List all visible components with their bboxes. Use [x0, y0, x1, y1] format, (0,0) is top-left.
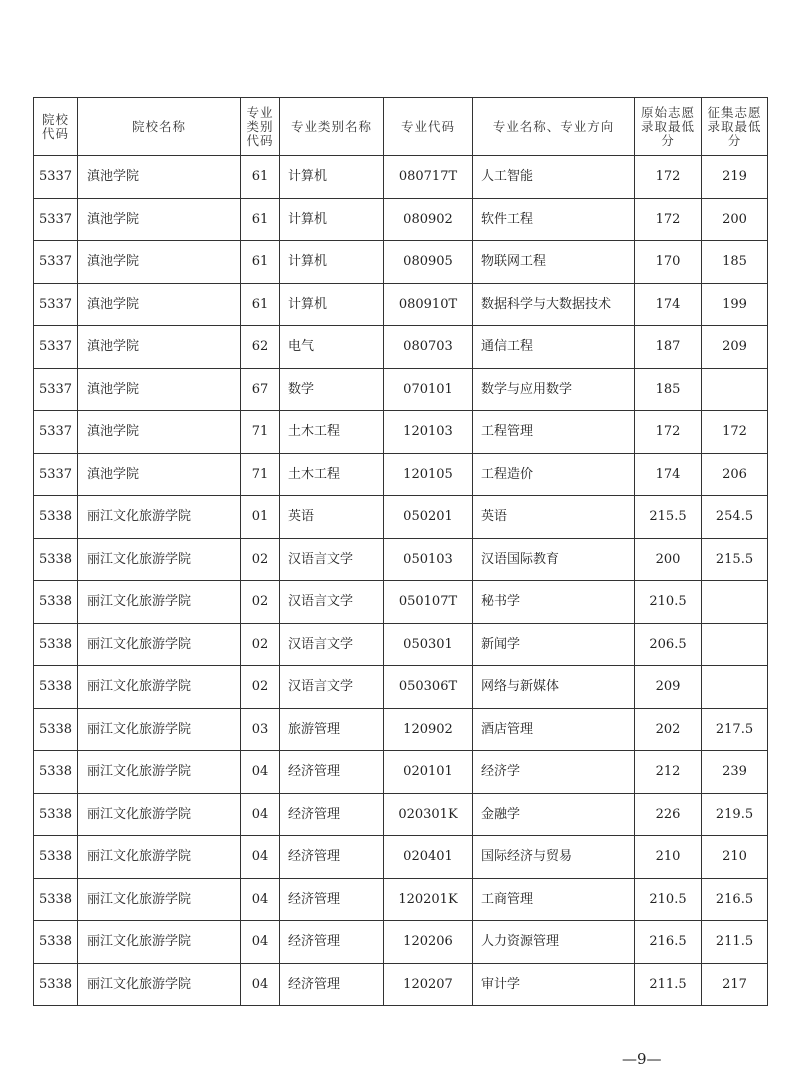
cell-category-code: 01 [241, 496, 280, 539]
cell-school-name: 丽江文化旅游学院 [78, 538, 241, 581]
cell-category-code: 02 [241, 581, 280, 624]
table-row [34, 496, 768, 539]
cell-category-code: 04 [241, 963, 280, 1006]
cell-category-name: 电气 [280, 326, 384, 369]
cell-major-name: 物联网工程 [473, 241, 635, 284]
cell-major-name: 通信工程 [473, 326, 635, 369]
cell-category-name: 计算机 [280, 156, 384, 199]
cell-major-name: 工商管理 [473, 878, 635, 921]
cell-category-name: 旅游管理 [280, 708, 384, 751]
cell-category-code: 61 [241, 283, 280, 326]
cell-category-name: 计算机 [280, 241, 384, 284]
admission-score-table [33, 97, 768, 1006]
cell-major-code: 050107T [384, 581, 473, 624]
cell-major-code: 120206 [384, 921, 473, 964]
cell-major-code: 080905 [384, 241, 473, 284]
cell-school-code: 5338 [34, 963, 78, 1006]
cell-school-code: 5338 [34, 538, 78, 581]
cell-major-code: 120902 [384, 708, 473, 751]
table-row [34, 283, 768, 326]
cell-school-code: 5338 [34, 708, 78, 751]
cell-school-name: 滇池学院 [78, 198, 241, 241]
cell-school-name: 丽江文化旅游学院 [78, 793, 241, 836]
cell-major-name: 工程管理 [473, 411, 635, 454]
cell-major-code: 080910T [384, 283, 473, 326]
cell-original-min-score: 211.5 [635, 963, 702, 1006]
page-number: —9— [622, 1050, 662, 1068]
cell-original-min-score: 209 [635, 666, 702, 709]
cell-original-min-score: 206.5 [635, 623, 702, 666]
cell-school-code: 5337 [34, 411, 78, 454]
table-row [34, 963, 768, 1006]
cell-category-code: 04 [241, 836, 280, 879]
header-original-min-score: 原始志愿 录取最低 分 [635, 98, 702, 156]
cell-school-code: 5337 [34, 326, 78, 369]
cell-original-min-score: 172 [635, 198, 702, 241]
header-collection-min-score: 征集志愿 录取最低 分 [702, 98, 768, 156]
table-row [34, 581, 768, 624]
cell-category-code: 02 [241, 538, 280, 581]
cell-school-code: 5338 [34, 878, 78, 921]
cell-original-min-score: 202 [635, 708, 702, 751]
cell-category-code: 04 [241, 878, 280, 921]
cell-category-code: 62 [241, 326, 280, 369]
cell-major-code: 050103 [384, 538, 473, 581]
cell-major-code: 080717T [384, 156, 473, 199]
cell-school-name: 滇池学院 [78, 453, 241, 496]
cell-category-code: 71 [241, 411, 280, 454]
cell-school-name: 丽江文化旅游学院 [78, 581, 241, 624]
cell-school-name: 丽江文化旅游学院 [78, 836, 241, 879]
cell-category-name: 经济管理 [280, 878, 384, 921]
cell-category-name: 数学 [280, 368, 384, 411]
cell-original-min-score: 174 [635, 453, 702, 496]
table-row [34, 326, 768, 369]
table-row [34, 878, 768, 921]
header-school-code: 院校 代码 [34, 98, 78, 156]
cell-category-code: 71 [241, 453, 280, 496]
cell-school-name: 滇池学院 [78, 241, 241, 284]
cell-school-name: 丽江文化旅游学院 [78, 963, 241, 1006]
cell-original-min-score: 210.5 [635, 878, 702, 921]
cell-school-code: 5338 [34, 836, 78, 879]
cell-category-name: 英语 [280, 496, 384, 539]
cell-collection-min-score: 210 [702, 836, 768, 879]
cell-school-code: 5338 [34, 496, 78, 539]
cell-original-min-score: 216.5 [635, 921, 702, 964]
cell-school-code: 5337 [34, 198, 78, 241]
cell-school-name: 丽江文化旅游学院 [78, 878, 241, 921]
cell-category-code: 02 [241, 666, 280, 709]
cell-category-code: 61 [241, 156, 280, 199]
cell-school-name: 丽江文化旅游学院 [78, 921, 241, 964]
header-major-code: 专业代码 [384, 98, 473, 156]
cell-school-code: 5337 [34, 241, 78, 284]
cell-school-name: 丽江文化旅游学院 [78, 751, 241, 794]
table-row [34, 368, 768, 411]
cell-major-code: 120105 [384, 453, 473, 496]
table-row [34, 198, 768, 241]
header-category-name: 专业类别名称 [280, 98, 384, 156]
cell-category-name: 汉语言文学 [280, 623, 384, 666]
cell-school-code: 5337 [34, 156, 78, 199]
table-row [34, 411, 768, 454]
cell-school-name: 滇池学院 [78, 368, 241, 411]
cell-category-code: 67 [241, 368, 280, 411]
cell-major-name: 网络与新媒体 [473, 666, 635, 709]
cell-collection-min-score: 217 [702, 963, 768, 1006]
cell-original-min-score: 200 [635, 538, 702, 581]
cell-school-name: 滇池学院 [78, 156, 241, 199]
cell-category-code: 04 [241, 751, 280, 794]
cell-original-min-score: 215.5 [635, 496, 702, 539]
cell-major-name: 人工智能 [473, 156, 635, 199]
cell-original-min-score: 170 [635, 241, 702, 284]
cell-school-code: 5338 [34, 581, 78, 624]
table-row [34, 156, 768, 199]
cell-major-name: 酒店管理 [473, 708, 635, 751]
cell-original-min-score: 172 [635, 156, 702, 199]
cell-collection-min-score: 219 [702, 156, 768, 199]
cell-collection-min-score [702, 666, 768, 709]
cell-collection-min-score [702, 623, 768, 666]
cell-major-name: 数学与应用数学 [473, 368, 635, 411]
cell-category-name: 经济管理 [280, 836, 384, 879]
cell-collection-min-score: 185 [702, 241, 768, 284]
cell-school-code: 5337 [34, 283, 78, 326]
cell-major-name: 秘书学 [473, 581, 635, 624]
cell-collection-min-score: 254.5 [702, 496, 768, 539]
cell-category-name: 计算机 [280, 283, 384, 326]
cell-school-code: 5338 [34, 623, 78, 666]
cell-major-code: 020401 [384, 836, 473, 879]
cell-collection-min-score: 239 [702, 751, 768, 794]
cell-major-name: 人力资源管理 [473, 921, 635, 964]
cell-school-code: 5337 [34, 368, 78, 411]
cell-school-name: 丽江文化旅游学院 [78, 666, 241, 709]
cell-major-code: 080703 [384, 326, 473, 369]
cell-category-name: 经济管理 [280, 921, 384, 964]
cell-collection-min-score: 217.5 [702, 708, 768, 751]
cell-category-name: 经济管理 [280, 751, 384, 794]
cell-major-code: 070101 [384, 368, 473, 411]
cell-collection-min-score: 172 [702, 411, 768, 454]
cell-original-min-score: 185 [635, 368, 702, 411]
table-row [34, 241, 768, 284]
cell-school-code: 5338 [34, 666, 78, 709]
cell-major-code: 120201K [384, 878, 473, 921]
cell-major-name: 数据科学与大数据技术 [473, 283, 635, 326]
cell-major-code: 050201 [384, 496, 473, 539]
table-row [34, 538, 768, 581]
cell-original-min-score: 187 [635, 326, 702, 369]
cell-category-code: 61 [241, 198, 280, 241]
cell-category-code: 04 [241, 793, 280, 836]
cell-major-name: 软件工程 [473, 198, 635, 241]
cell-school-name: 滇池学院 [78, 283, 241, 326]
cell-collection-min-score: 209 [702, 326, 768, 369]
cell-school-code: 5338 [34, 921, 78, 964]
cell-category-code: 02 [241, 623, 280, 666]
cell-school-code: 5337 [34, 453, 78, 496]
cell-original-min-score: 210.5 [635, 581, 702, 624]
cell-major-code: 120207 [384, 963, 473, 1006]
table-body [34, 156, 768, 1006]
cell-major-name: 工程造价 [473, 453, 635, 496]
cell-school-name: 滇池学院 [78, 326, 241, 369]
cell-category-name: 汉语言文学 [280, 666, 384, 709]
cell-major-name: 经济学 [473, 751, 635, 794]
cell-original-min-score: 210 [635, 836, 702, 879]
table-row [34, 793, 768, 836]
cell-original-min-score: 212 [635, 751, 702, 794]
cell-major-name: 金融学 [473, 793, 635, 836]
cell-major-code: 120103 [384, 411, 473, 454]
cell-major-name: 英语 [473, 496, 635, 539]
cell-original-min-score: 172 [635, 411, 702, 454]
header-major-name: 专业名称、专业方向 [473, 98, 635, 156]
cell-major-name: 新闻学 [473, 623, 635, 666]
cell-collection-min-score: 216.5 [702, 878, 768, 921]
table-row [34, 921, 768, 964]
cell-school-code: 5338 [34, 751, 78, 794]
cell-category-name: 经济管理 [280, 793, 384, 836]
table-row [34, 453, 768, 496]
cell-school-name: 滇池学院 [78, 411, 241, 454]
cell-major-code: 080902 [384, 198, 473, 241]
cell-major-code: 020101 [384, 751, 473, 794]
table-row [34, 708, 768, 751]
cell-school-name: 丽江文化旅游学院 [78, 623, 241, 666]
cell-category-name: 经济管理 [280, 963, 384, 1006]
cell-major-name: 汉语国际教育 [473, 538, 635, 581]
cell-collection-min-score: 219.5 [702, 793, 768, 836]
cell-collection-min-score: 199 [702, 283, 768, 326]
table-row [34, 751, 768, 794]
cell-category-name: 汉语言文学 [280, 538, 384, 581]
cell-category-name: 土木工程 [280, 411, 384, 454]
cell-category-code: 03 [241, 708, 280, 751]
cell-collection-min-score: 215.5 [702, 538, 768, 581]
table-row [34, 836, 768, 879]
cell-major-name: 国际经济与贸易 [473, 836, 635, 879]
table-row [34, 623, 768, 666]
cell-category-name: 汉语言文学 [280, 581, 384, 624]
table-row [34, 666, 768, 709]
cell-collection-min-score: 200 [702, 198, 768, 241]
cell-category-name: 土木工程 [280, 453, 384, 496]
table-header-row [34, 98, 768, 156]
cell-school-name: 丽江文化旅游学院 [78, 496, 241, 539]
header-category-code: 专业 类别 代码 [241, 98, 280, 156]
cell-major-name: 审计学 [473, 963, 635, 1006]
cell-original-min-score: 226 [635, 793, 702, 836]
cell-collection-min-score [702, 368, 768, 411]
header-school-name: 院校名称 [78, 98, 241, 156]
cell-school-code: 5338 [34, 793, 78, 836]
cell-category-code: 61 [241, 241, 280, 284]
cell-major-code: 050306T [384, 666, 473, 709]
cell-original-min-score: 174 [635, 283, 702, 326]
cell-collection-min-score: 211.5 [702, 921, 768, 964]
cell-major-code: 050301 [384, 623, 473, 666]
cell-school-name: 丽江文化旅游学院 [78, 708, 241, 751]
cell-collection-min-score: 206 [702, 453, 768, 496]
cell-category-code: 04 [241, 921, 280, 964]
cell-collection-min-score [702, 581, 768, 624]
cell-category-name: 计算机 [280, 198, 384, 241]
cell-major-code: 020301K [384, 793, 473, 836]
